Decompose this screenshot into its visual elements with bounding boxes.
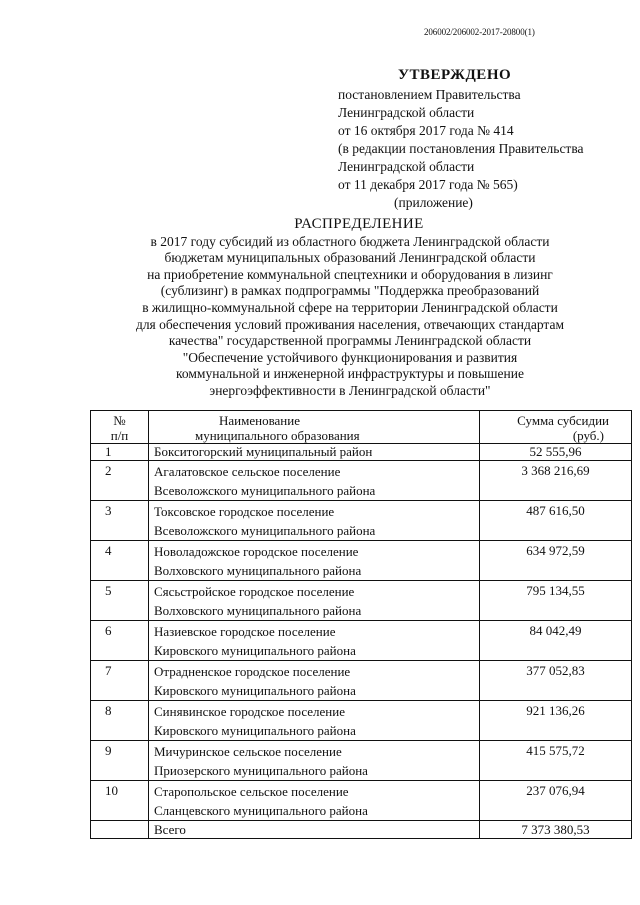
document-id: 206002/206002-2017-20800(1) — [424, 27, 535, 37]
table-row — [91, 781, 632, 821]
row-name-line2: Кировского муниципального района — [154, 723, 356, 738]
title-line: на приобретение коммунальной спецтехники и оборудования в лизинг — [147, 266, 553, 282]
approval-line: Ленинградской области — [338, 159, 475, 174]
row-num: 1 — [91, 444, 149, 461]
table-row — [91, 701, 632, 741]
row-name-line1: Агалатовское сельское поселение — [154, 464, 341, 479]
approval-line: (в редакции постановления Правительства — [338, 141, 584, 156]
row-name — [149, 461, 480, 501]
row-name — [149, 781, 480, 821]
row-amount: 634 972,59 — [480, 541, 632, 581]
row-num: 2 — [91, 461, 149, 501]
row-amount: 795 134,55 — [480, 581, 632, 621]
approval-line: от 16 октября 2017 года № 414 — [338, 123, 514, 138]
row-name — [149, 541, 480, 581]
row-name-line1: Токсовское городское поселение — [154, 504, 335, 519]
row-name-line2: Всеволожского муниципального района — [154, 483, 376, 498]
document-title: РАСПРЕДЕЛЕНИЕ — [294, 216, 424, 232]
title-line: бюджетам муниципальных образований Ленинградской области — [164, 250, 536, 266]
title-line: "Обеспечение устойчивого функционирования и развития — [182, 349, 518, 365]
row-name — [149, 741, 480, 781]
row-name-line2: Кировского муниципального района — [154, 683, 356, 698]
approval-line: от 11 декабря 2017 года № 565) — [338, 177, 518, 192]
table-row — [91, 461, 632, 501]
title-line: в 2017 году субсидий из областного бюджета Ленинградской области — [150, 233, 550, 249]
table-row — [91, 661, 632, 701]
row-amount: 415 575,72 — [480, 741, 632, 781]
row-num: 3 — [91, 501, 149, 541]
total-label — [149, 821, 480, 839]
row-name-line1: Сясьстройское городское поселение — [154, 584, 355, 599]
header-num-line1: № — [113, 413, 126, 428]
row-name-line1: Назиевское городское поселение — [154, 624, 336, 639]
row-name-line2: Сланцевского муниципального района — [154, 803, 368, 818]
row-name-line1: Мичуринское сельское поселение — [154, 744, 342, 759]
row-num: 8 — [91, 701, 149, 741]
table-row — [91, 581, 632, 621]
row-name-line2: Волховского муниципального района — [154, 563, 362, 578]
approval-appendix: (приложение) — [394, 195, 473, 210]
title-line: коммунальной и инженерной инфраструктуры и повышение — [176, 366, 524, 382]
approval-block — [338, 66, 628, 212]
row-num: 10 — [91, 781, 149, 821]
header-name-line1: Наименование — [219, 413, 300, 428]
row-num: 4 — [91, 541, 149, 581]
subsidy-table — [90, 410, 632, 839]
row-amount: 377 052,83 — [480, 661, 632, 701]
header-num-line2: п/п — [110, 428, 129, 443]
row-amount: 487 616,50 — [480, 501, 632, 541]
row-num: 5 — [91, 581, 149, 621]
table-row — [91, 444, 632, 461]
row-amount: 921 136,26 — [480, 701, 632, 741]
header-name — [149, 411, 480, 444]
total-label-text: Всего — [154, 822, 186, 837]
row-name — [149, 661, 480, 701]
row-name-line2: Волховского муниципального района — [154, 603, 362, 618]
table-header-row — [91, 411, 632, 444]
table-row — [91, 621, 632, 661]
approval-heading: УТВЕРЖДЕНО — [398, 67, 512, 83]
row-num: 9 — [91, 741, 149, 781]
header-sum-line2: (руб.) — [572, 428, 604, 443]
title-line: качества" государственной программы Ленинградской области — [168, 333, 532, 349]
header-num — [91, 411, 149, 444]
total-empty-cell — [91, 821, 149, 839]
total-row — [91, 821, 632, 839]
title-line: энергоэффективности в Ленинградской области" — [209, 382, 491, 398]
table-row — [91, 741, 632, 781]
row-name-line1: Старопольское сельское поселение — [154, 784, 349, 799]
total-amount: 7 373 380,53 — [480, 821, 632, 839]
header-name-line2: муниципального образования — [195, 428, 360, 443]
row-num: 7 — [91, 661, 149, 701]
row-name — [149, 444, 480, 461]
approval-line: постановлением Правительства — [338, 87, 521, 102]
title-line: (сублизинг) в рамках подпрограммы "Поддержка преобразований — [160, 283, 540, 299]
title-block — [80, 216, 620, 400]
row-name-line1: Бокситогорский муниципальный район — [154, 444, 373, 459]
row-name-line2: Всеволожского муниципального района — [154, 523, 376, 538]
row-name-line2: Кировского муниципального района — [154, 643, 356, 658]
header-sum-line1: Сумма субсидии — [517, 413, 609, 428]
row-num: 6 — [91, 621, 149, 661]
row-name-line2: Приозерского муниципального района — [154, 763, 368, 778]
row-name — [149, 501, 480, 541]
title-line: в жилищно-коммунальной сфере на территории Ленинградской области — [142, 299, 558, 315]
title-line: для обеспечения условий проживания населения, отвечающих стандартам — [135, 316, 565, 332]
row-name — [149, 581, 480, 621]
header-sum — [480, 411, 632, 444]
row-amount: 52 555,96 — [480, 444, 632, 461]
row-amount: 84 042,49 — [480, 621, 632, 661]
row-name-line1: Синявинское городское поселение — [154, 704, 345, 719]
row-amount: 3 368 216,69 — [480, 461, 632, 501]
row-name-line1: Отрадненское городское поселение — [154, 664, 351, 679]
approval-line: Ленинградской области — [338, 105, 475, 120]
table-row — [91, 501, 632, 541]
row-name-line1: Новоладожское городское поселение — [154, 544, 359, 559]
row-name — [149, 701, 480, 741]
row-amount: 237 076,94 — [480, 781, 632, 821]
table-row — [91, 541, 632, 581]
row-name — [149, 621, 480, 661]
